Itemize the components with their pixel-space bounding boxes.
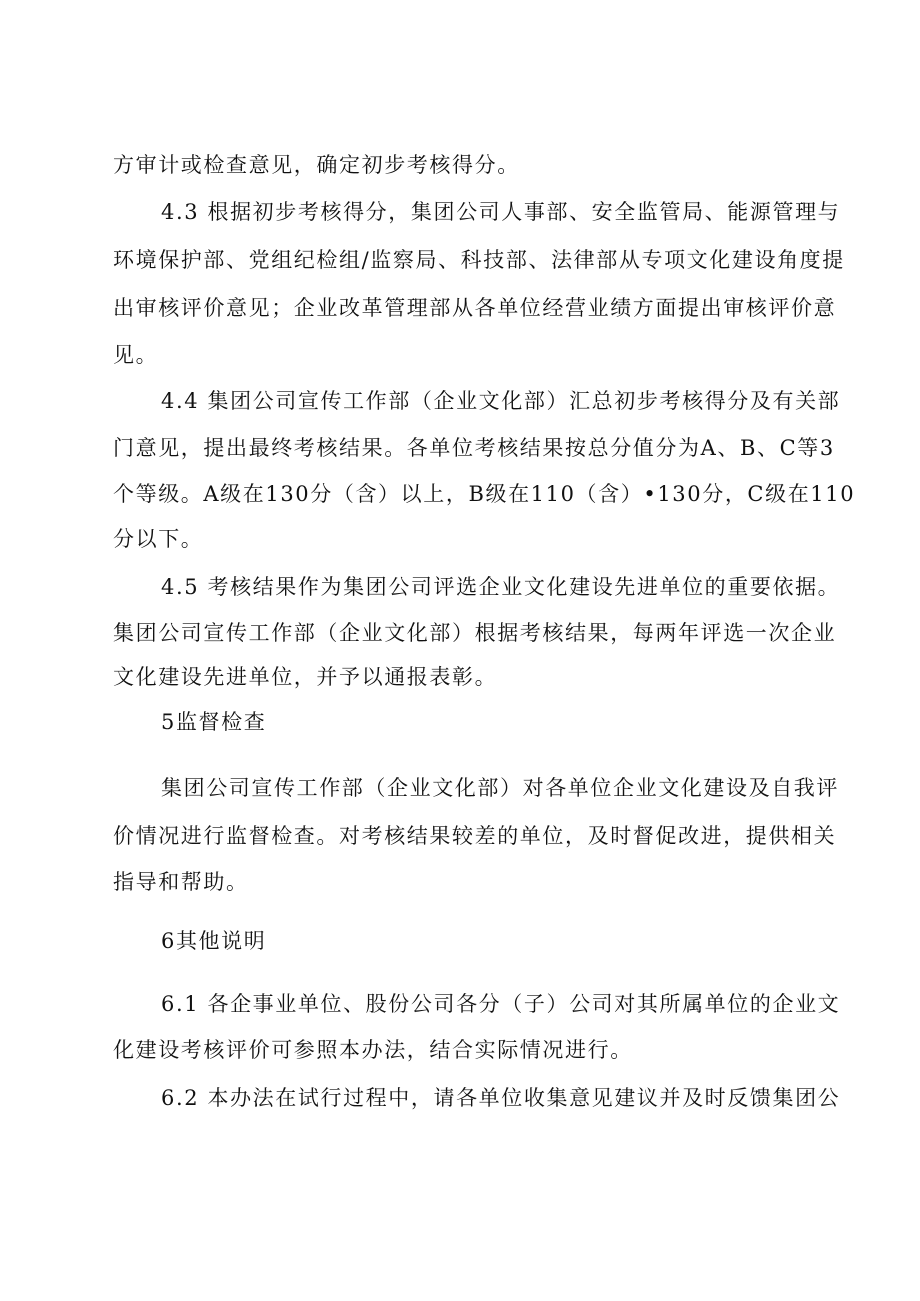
paragraph-4-5-line-1: 4.5 考核结果作为集团公司评选企业文化建设先进单位的重要依据。 [161, 575, 841, 599]
paragraph-4-3-line-1: 4.3 根据初步考核得分，集团公司人事部、安全监管局、能源管理与 [161, 200, 841, 224]
paragraph-4-5-line-2: 集团公司宣传工作部（企业文化部）根据考核结果，每两年评选一次企业 [113, 621, 837, 645]
paragraph-6-2-line-1: 6.2 本办法在试行过程中，请各单位收集意见建议并及时反馈集团公 [161, 1086, 841, 1110]
paragraph-5-line-2: 价情况进行监督检查。对考核结果较差的单位，及时督促改进，提供相关 [113, 824, 837, 848]
paragraph-4-4-line-4: 分以下。 [113, 527, 204, 551]
paragraph-5-line-1: 集团公司宣传工作部（企业文化部）对各单位企业文化建设及自我评 [161, 776, 839, 800]
section-heading-6: 6其他说明 [161, 929, 267, 953]
paragraph-6-1-line-2: 化建设考核评价可参照本办法，结合实际情况进行。 [113, 1038, 633, 1062]
section-heading-5: 5监督检查 [161, 710, 267, 734]
paragraph-6-1-line-1: 6.1 各企事业单位、股份公司各分（子）公司对其所属单位的企业文 [161, 992, 841, 1016]
paragraph-4-5-line-3: 文化建设先进单位，并予以通报表彰。 [113, 665, 498, 689]
paragraph-4-4-line-3: 个等级。A级在130分（含）以上，B级在110（含）•130分，C级在110 [113, 482, 856, 506]
paragraph-4-4-line-1: 4.4 集团公司宣传工作部（企业文化部）汇总初步考核得分及有关部 [161, 389, 841, 413]
paragraph-4-4-line-2: 门意见，提出最终考核结果。各单位考核结果按总分值分为A、B、C等3 [113, 436, 835, 460]
paragraph-4-2-continuation: 方审计或检查意见，确定初步考核得分。 [113, 153, 520, 177]
paragraph-4-3-line-3: 出审核评价意见；企业改革管理部从各单位经营业绩方面提出审核评价意 [113, 296, 837, 320]
paragraph-4-3-line-4: 见。 [113, 343, 159, 367]
paragraph-5-line-3: 指导和帮助。 [113, 870, 249, 894]
paragraph-4-3-line-2: 环境保护部、党组纪检组/监察局、科技部、法律部从专项文化建设角度提 [113, 248, 845, 272]
